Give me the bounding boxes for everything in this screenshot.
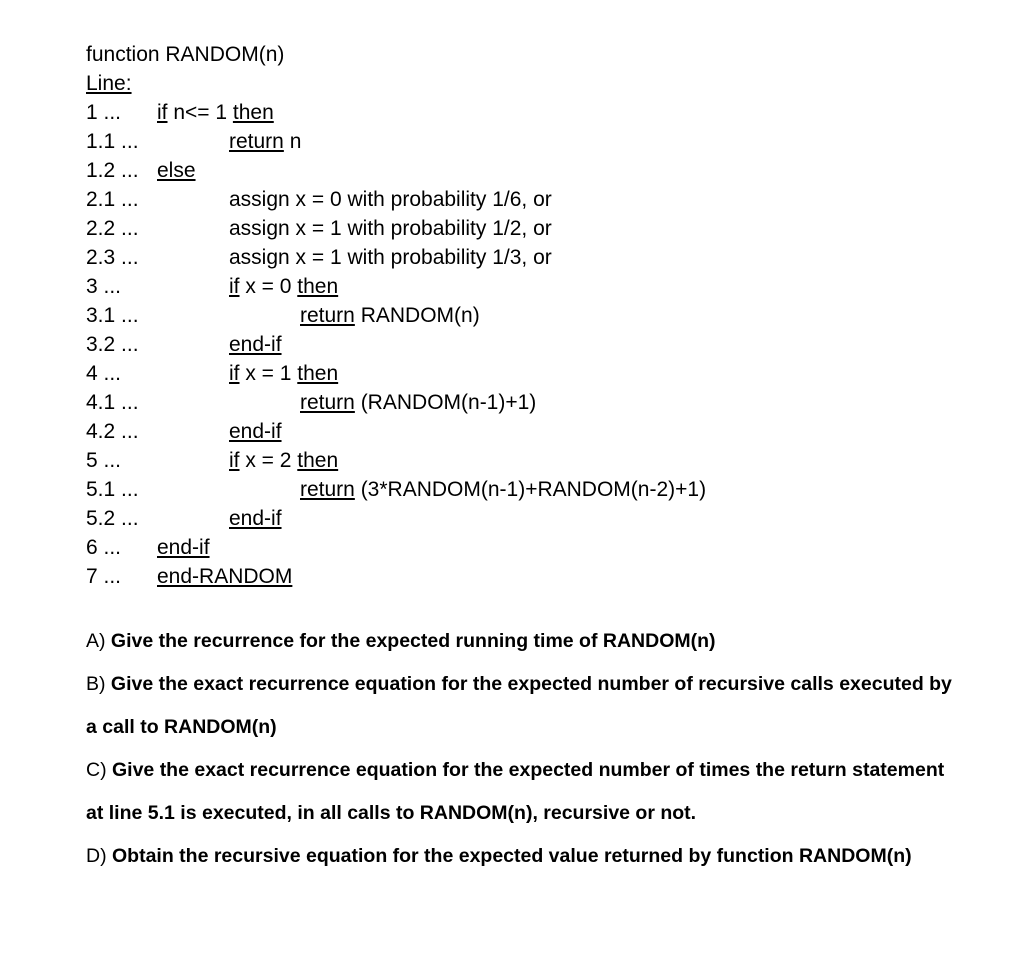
keyword-if: if [229,362,240,385]
statement [229,127,301,156]
code-line-4 [0,359,1024,388]
line-number: 7 ... [86,565,122,588]
keyword-end-if: end-if [157,536,210,559]
question-prefix: C) [86,759,112,781]
code-line-2-2 [0,214,1024,243]
code-line-1-2 [0,156,1024,185]
return-value: (3*RANDOM(n-1)+RANDOM(n-2)+1) [354,478,707,501]
line-number: 4 ... [86,362,122,385]
question-prefix: A) [86,630,111,652]
line-number: 4.1 ... [86,391,139,414]
keyword-then: then [232,101,274,124]
condition: n<= 1 [167,101,233,124]
code-line-5 [0,446,1024,475]
keyword-return: return [300,478,355,501]
question-b [86,663,1016,706]
code-line-2-1 [0,185,1024,214]
line-number: 5.2 ... [86,507,139,530]
keyword-then: then [297,275,339,298]
condition: x = 1 [239,362,298,385]
code-line-6 [0,533,1024,562]
statement: assign x = 0 with probability 1/6, or [229,188,552,211]
statement [157,98,274,127]
statement [300,475,706,504]
statement [229,446,338,475]
code-line-7 [0,562,1024,591]
questions-section [86,620,1016,878]
line-header: Line: [86,72,132,95]
keyword-return: return [300,391,355,414]
question-text: Obtain the recursive equation for the expected value returned by function RANDOM(n) [112,845,912,867]
keyword-return: return [229,130,284,153]
question-text: at line 5.1 is executed, in all calls to RANDOM(n), recursive or not. [86,802,697,824]
question-prefix: B) [86,673,111,695]
statement [157,533,210,562]
line-number: 2.3 ... [86,246,139,269]
code-line-4-2 [0,417,1024,446]
question-b-continued [86,706,1016,749]
statement [157,562,292,591]
function-title: function RANDOM(n) [86,43,285,66]
question-text: a call to RANDOM(n) [86,716,277,738]
code-line-5-2 [0,504,1024,533]
keyword-return: return [300,304,355,327]
line-number: 1 ... [86,101,122,124]
question-text: Give the exact recurrence equation for the expected number of recursive calls executed by [110,673,952,695]
question-text: Give the recurrence for the expected running time of RANDOM(n) [110,630,716,652]
question-c [86,749,1016,792]
line-number: 4.2 ... [86,420,139,443]
statement [229,417,282,446]
statement [229,330,282,359]
line-number: 1.2 ... [86,159,139,182]
code-line-5-1 [0,475,1024,504]
question-c-continued [86,792,1016,835]
statement [157,156,196,185]
statement [229,359,338,388]
statement [229,272,338,301]
condition: x = 2 [239,449,298,472]
code-line-3-1 [0,301,1024,330]
keyword-if: if [229,275,240,298]
line-number: 3.1 ... [86,304,139,327]
question-a [86,620,1016,663]
code-line-1-1 [0,127,1024,156]
code-line-1 [0,98,1024,127]
keyword-end-if: end-if [229,420,282,443]
keyword-end-random: end-RANDOM [157,565,293,588]
line-number: 3.2 ... [86,333,139,356]
line-number: 1.1 ... [86,130,139,153]
statement [229,504,282,533]
question-text: Give the exact recurrence equation for the expected number of times the return statement [112,759,945,781]
statement: assign x = 1 with probability 1/2, or [229,217,552,240]
statement [300,388,536,417]
code-line-4-1 [0,388,1024,417]
keyword-then: then [297,449,339,472]
keyword-end-if: end-if [229,507,282,530]
statement [300,301,480,330]
keyword-end-if: end-if [229,333,282,356]
condition: x = 0 [239,275,298,298]
keyword-if: if [229,449,240,472]
return-value: RANDOM(n) [354,304,480,327]
code-line-3 [0,272,1024,301]
return-value: n [283,130,302,153]
question-prefix: D) [86,845,112,867]
line-number: 6 ... [86,536,122,559]
line-number: 5.1 ... [86,478,139,501]
code-line-3-2 [0,330,1024,359]
keyword-else: else [157,159,196,182]
line-number: 2.1 ... [86,188,139,211]
keyword-if: if [157,101,168,124]
code-line-2-3 [0,243,1024,272]
question-d [86,835,1016,878]
keyword-then: then [297,362,339,385]
return-value: (RANDOM(n-1)+1) [354,391,537,414]
line-number: 3 ... [86,275,122,298]
line-number: 5 ... [86,449,122,472]
statement: assign x = 1 with probability 1/3, or [229,246,552,269]
line-number: 2.2 ... [86,217,139,240]
